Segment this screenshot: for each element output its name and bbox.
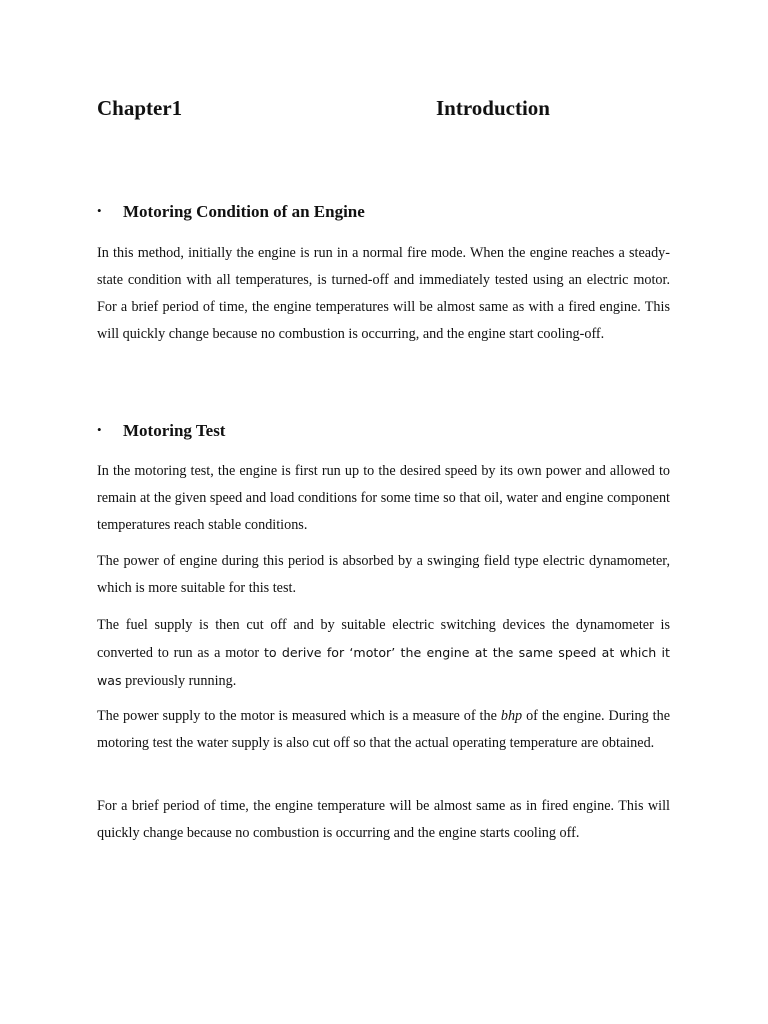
paragraph-motoring-test-3	[97, 612, 670, 695]
section-heading-text: Motoring Test	[123, 421, 226, 440]
paragraph-motoring-test-4	[97, 703, 670, 757]
paragraph-text: The fuel supply is then cut off and by suitable electric switching devices the dynamometer is converted to run as a motor	[97, 617, 670, 661]
paragraph-text: previously running.	[121, 673, 237, 689]
paragraph-motoring-test-1: In the motoring test, the engine is first run up to the desired speed by its own power and allowed to remain at the given speed and load conditions for some time so that oil, water and engine component temperatures reach stable conditions.	[97, 463, 670, 533]
chapter-label: Chapter1	[97, 96, 183, 120]
paragraph-motoring-test-2: The power of engine during this period is absorbed by a swinging field type electric dynamometer, which is more suitable for this test.	[97, 553, 670, 596]
section-heading-motoring-test	[97, 421, 225, 441]
paragraph-text-sans: to derive for ‘motor’ the engine at the same speed at which it was	[97, 645, 670, 688]
paragraph-text: The power supply to the motor is measured which is a measure of the	[97, 708, 501, 724]
paragraph-emphasis-bhp: bhp	[500, 708, 523, 724]
paragraph-motoring-test-5: For a brief period of time, the engine temperature will be almost same as in fired engine. This will quickly change because no combustion is occurring and the engine starts cooling off.	[97, 798, 670, 841]
bullet-icon: •	[97, 422, 102, 437]
paragraph-text: of the engine. During the motoring test the water supply is also cut off so that the actual operating temperature are obtained.	[97, 708, 671, 751]
section-heading-text: Motoring Condition of an Engine	[123, 202, 365, 221]
chapter-title: Introduction	[436, 96, 550, 120]
bullet-icon: •	[97, 203, 102, 218]
chapter-header	[97, 96, 677, 126]
section-heading-motoring-condition	[97, 202, 365, 222]
paragraph-motoring-condition: In this method, initially the engine is run in a normal fire mode. When the engine reaches a steady-state condition with all temperatures, is turned-off and immediately tested using an electric motor. For a brief period of time, the engine temperatures will be almost same as with a fired engine. This will quickly change because no combustion is occurring, and the engine start cooling-off.	[97, 245, 670, 342]
